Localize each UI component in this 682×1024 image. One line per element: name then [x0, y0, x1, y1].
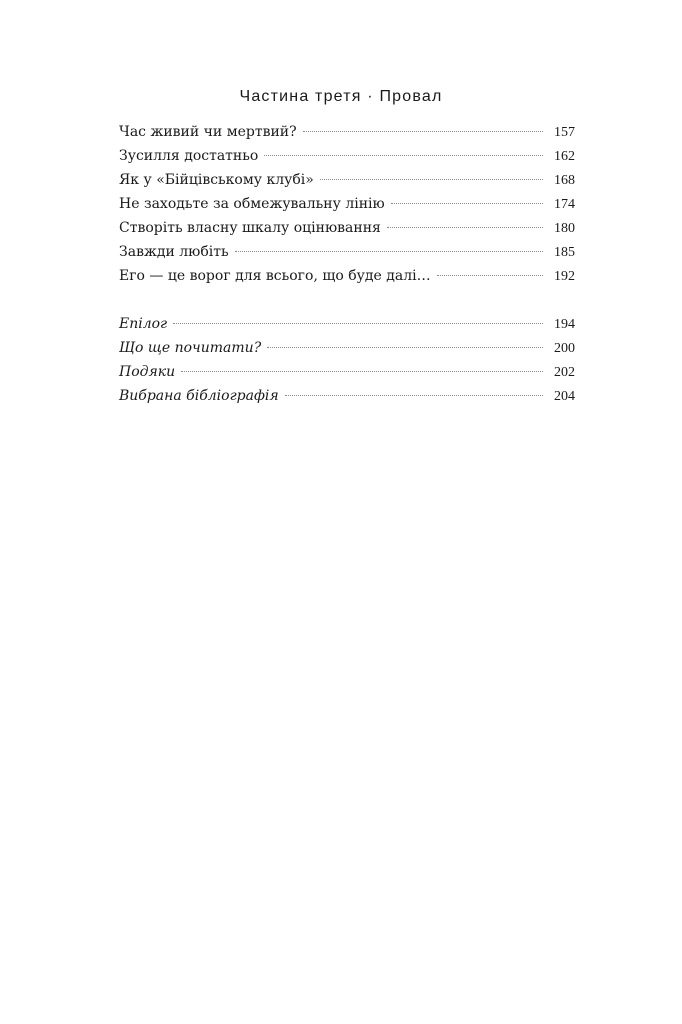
toc-back-matter-list [119, 312, 575, 408]
toc-entry-page: 180 [554, 221, 575, 236]
dot-leader [391, 203, 543, 204]
toc-entry [119, 336, 575, 360]
toc-entry [119, 264, 575, 288]
dot-leader [303, 131, 543, 132]
dot-leader [181, 371, 543, 372]
toc-entry-title: Вибрана бібліографія [119, 388, 279, 404]
toc-entry-page: 204 [554, 389, 575, 404]
toc-entry-title: Епілог [119, 316, 168, 332]
dot-leader [285, 395, 543, 396]
toc-entry [119, 240, 575, 264]
toc-entry [119, 192, 575, 216]
toc-entry-page: 194 [554, 317, 575, 332]
dot-leader [437, 275, 543, 276]
toc-entry-title: Зусилля достатньо [119, 148, 259, 164]
dot-leader [267, 347, 543, 348]
toc-entry-title: Як у «Бійцівському клубі» [119, 172, 314, 188]
toc-entry-title: Завжди любіть [119, 244, 229, 260]
toc-entry [119, 216, 575, 240]
section-title: Частина третя · Провал [239, 88, 443, 105]
toc-entry-title: Що ще почитати? [119, 340, 262, 356]
toc-entry [119, 144, 575, 168]
toc-entry-page: 162 [554, 149, 575, 164]
toc-entry-title: Не заходьте за обмежувальну лінію [119, 196, 385, 212]
toc-entry-page: 202 [554, 365, 575, 380]
dot-leader [235, 251, 543, 252]
dot-leader [320, 179, 543, 180]
toc-entry-page: 200 [554, 341, 575, 356]
dot-leader [387, 227, 543, 228]
toc-entry-page: 168 [554, 173, 575, 188]
dot-leader [264, 155, 543, 156]
toc-entry-title: Его — це ворог для всього, що буде далі… [119, 268, 431, 284]
dot-leader [173, 323, 543, 324]
toc-main-list [119, 120, 575, 288]
toc-entry [119, 384, 575, 408]
toc-entry-page: 185 [554, 245, 575, 260]
toc-entry-page: 192 [554, 269, 575, 284]
toc-entry [119, 360, 575, 384]
toc-entry-title: Створіть власну шкалу оцінювання [119, 220, 381, 236]
toc-entry-page: 157 [554, 125, 575, 140]
toc-entry [119, 168, 575, 192]
toc-entry-title: Час живий чи мертвий? [119, 124, 297, 140]
toc-entry-title: Подяки [119, 364, 176, 380]
toc-entry [119, 312, 575, 336]
toc-entry-page: 174 [554, 197, 575, 212]
toc-entry [119, 120, 575, 144]
